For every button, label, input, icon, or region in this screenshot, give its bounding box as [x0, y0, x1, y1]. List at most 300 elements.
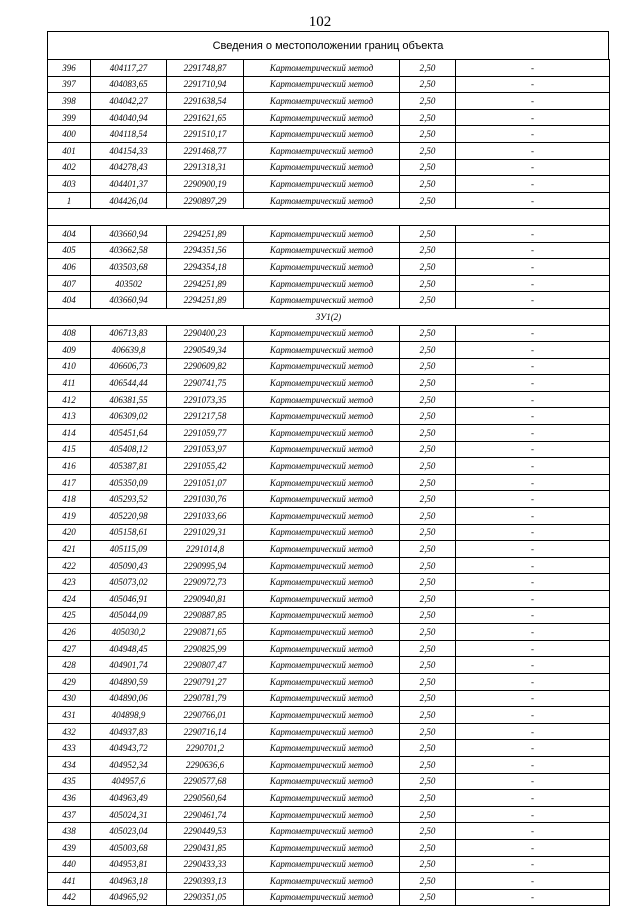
coordinate-x-cell: 405003,68: [91, 839, 167, 856]
coordinate-y-cell: 2290766,01: [167, 707, 244, 724]
coordinate-x-cell: 406639,8: [91, 342, 167, 359]
accuracy-cell: 2,50: [400, 391, 456, 408]
table-row: [48, 524, 610, 541]
point-number-cell: 436: [48, 790, 91, 807]
coordinate-x-cell: 405408,12: [91, 441, 167, 458]
method-cell: Картометрический метод: [244, 557, 400, 574]
table-row: [48, 292, 610, 309]
point-number-cell: 404: [48, 225, 91, 242]
method-cell: Картометрический метод: [244, 176, 400, 193]
point-number-cell: 421: [48, 541, 91, 558]
coordinate-y-cell: 2291621,65: [167, 109, 244, 126]
accuracy-cell: 2,50: [400, 192, 456, 209]
accuracy-cell: 2,50: [400, 292, 456, 309]
table-row: [48, 707, 610, 724]
coordinate-x-cell: 404118,54: [91, 126, 167, 143]
point-number-cell: 414: [48, 425, 91, 442]
table-row: [48, 607, 610, 624]
description-cell: -: [456, 624, 610, 641]
description-cell: -: [456, 591, 610, 608]
description-cell: -: [456, 192, 610, 209]
point-number-cell: 397: [48, 76, 91, 93]
accuracy-cell: 2,50: [400, 441, 456, 458]
coordinate-x-cell: 404401,37: [91, 176, 167, 193]
point-number-cell: 411: [48, 375, 91, 392]
accuracy-cell: 2,50: [400, 60, 456, 77]
method-cell: Картометрический метод: [244, 292, 400, 309]
method-cell: Картометрический метод: [244, 242, 400, 259]
table-row: [48, 142, 610, 159]
description-cell: -: [456, 491, 610, 508]
method-cell: Картометрический метод: [244, 839, 400, 856]
point-number-cell: 424: [48, 591, 91, 608]
coordinate-y-cell: 2291638,54: [167, 93, 244, 110]
coordinate-x-cell: 405220,98: [91, 508, 167, 525]
accuracy-cell: 2,50: [400, 823, 456, 840]
method-cell: Картометрический метод: [244, 126, 400, 143]
method-cell: Картометрический метод: [244, 60, 400, 77]
accuracy-cell: 2,50: [400, 474, 456, 491]
table-row: [48, 673, 610, 690]
method-cell: Картометрический метод: [244, 458, 400, 475]
point-number-cell: 398: [48, 93, 91, 110]
coordinate-x-cell: 405451,64: [91, 425, 167, 442]
point-number-cell: 419: [48, 508, 91, 525]
description-cell: -: [456, 657, 610, 674]
method-cell: Картометрический метод: [244, 192, 400, 209]
method-cell: Картометрический метод: [244, 873, 400, 890]
description-cell: -: [456, 889, 610, 906]
method-cell: Картометрический метод: [244, 93, 400, 110]
table-row: [48, 773, 610, 790]
accuracy-cell: 2,50: [400, 408, 456, 425]
accuracy-cell: 2,50: [400, 673, 456, 690]
coordinate-y-cell: 2291468,77: [167, 142, 244, 159]
accuracy-cell: 2,50: [400, 856, 456, 873]
description-cell: -: [456, 375, 610, 392]
accuracy-cell: 2,50: [400, 624, 456, 641]
coordinate-x-cell: 406381,55: [91, 391, 167, 408]
point-number-cell: 439: [48, 839, 91, 856]
description-cell: -: [456, 607, 610, 624]
method-cell: Картометрический метод: [244, 408, 400, 425]
method-cell: Картометрический метод: [244, 159, 400, 176]
coordinate-y-cell: 2290807,47: [167, 657, 244, 674]
point-number-cell: 417: [48, 474, 91, 491]
coordinate-x-cell: 404278,43: [91, 159, 167, 176]
coordinate-x-cell: 405030,2: [91, 624, 167, 641]
coordinate-x-cell: 404042,27: [91, 93, 167, 110]
description-cell: -: [456, 723, 610, 740]
table-row: [48, 873, 610, 890]
table-row: [48, 740, 610, 757]
coordinate-y-cell: 2291033,66: [167, 508, 244, 525]
accuracy-cell: 2,50: [400, 591, 456, 608]
accuracy-cell: 2,50: [400, 325, 456, 342]
method-cell: Картометрический метод: [244, 524, 400, 541]
coordinate-x-cell: 403660,94: [91, 225, 167, 242]
table-row: [48, 60, 610, 77]
point-number-cell: 422: [48, 557, 91, 574]
coordinate-y-cell: 2290825,99: [167, 640, 244, 657]
method-cell: Картометрический метод: [244, 889, 400, 906]
point-number-cell: 429: [48, 673, 91, 690]
accuracy-cell: 2,50: [400, 574, 456, 591]
accuracy-cell: 2,50: [400, 756, 456, 773]
table-row: [48, 375, 610, 392]
coordinate-x-cell: 405090,43: [91, 557, 167, 574]
description-cell: -: [456, 458, 610, 475]
point-number-cell: 413: [48, 408, 91, 425]
table-row: [48, 259, 610, 276]
method-cell: Картометрический метод: [244, 790, 400, 807]
accuracy-cell: 2,50: [400, 524, 456, 541]
point-number-cell: 400: [48, 126, 91, 143]
point-number-cell: 412: [48, 391, 91, 408]
method-cell: Картометрический метод: [244, 690, 400, 707]
accuracy-cell: 2,50: [400, 275, 456, 292]
coordinate-x-cell: 404154,33: [91, 142, 167, 159]
point-number-cell: 406: [48, 259, 91, 276]
coordinate-x-cell: 406713,83: [91, 325, 167, 342]
coordinate-y-cell: 2291073,35: [167, 391, 244, 408]
coordinate-y-cell: 2291051,07: [167, 474, 244, 491]
coordinate-y-cell: 2291748,87: [167, 60, 244, 77]
coordinate-x-cell: 405387,81: [91, 458, 167, 475]
table-row: [48, 109, 610, 126]
method-cell: Картометрический метод: [244, 607, 400, 624]
accuracy-cell: 2,50: [400, 723, 456, 740]
coordinate-y-cell: 2294251,89: [167, 292, 244, 309]
point-number-cell: 410: [48, 358, 91, 375]
section-separator-label: ЗУ1(2): [48, 308, 610, 325]
description-cell: -: [456, 856, 610, 873]
method-cell: Картометрический метод: [244, 657, 400, 674]
method-cell: Картометрический метод: [244, 624, 400, 641]
coordinate-y-cell: 2290972,73: [167, 574, 244, 591]
table-row: [48, 806, 610, 823]
coordinate-x-cell: 404890,06: [91, 690, 167, 707]
description-cell: -: [456, 508, 610, 525]
coordinate-y-cell: 2290431,85: [167, 839, 244, 856]
coordinate-x-cell: 404963,18: [91, 873, 167, 890]
accuracy-cell: 2,50: [400, 690, 456, 707]
point-number-cell: 407: [48, 275, 91, 292]
point-number-cell: 430: [48, 690, 91, 707]
method-cell: Картометрический метод: [244, 723, 400, 740]
coordinate-x-cell: 404953,81: [91, 856, 167, 873]
description-cell: -: [456, 159, 610, 176]
description-cell: -: [456, 93, 610, 110]
coordinate-y-cell: 2291710,94: [167, 76, 244, 93]
description-cell: -: [456, 259, 610, 276]
method-cell: Картометрический метод: [244, 756, 400, 773]
coordinate-y-cell: 2294251,89: [167, 225, 244, 242]
description-cell: -: [456, 541, 610, 558]
method-cell: Картометрический метод: [244, 541, 400, 558]
description-cell: -: [456, 740, 610, 757]
coordinate-y-cell: 2290549,34: [167, 342, 244, 359]
description-cell: -: [456, 773, 610, 790]
description-cell: -: [456, 76, 610, 93]
accuracy-cell: 2,50: [400, 342, 456, 359]
description-cell: -: [456, 806, 610, 823]
description-cell: -: [456, 292, 610, 309]
coordinate-x-cell: 403502: [91, 275, 167, 292]
table-row: [48, 657, 610, 674]
description-cell: -: [456, 176, 610, 193]
table-row: [48, 624, 610, 641]
coordinate-x-cell: 404957,6: [91, 773, 167, 790]
table-row: [48, 723, 610, 740]
coordinate-x-cell: 403503,68: [91, 259, 167, 276]
description-cell: -: [456, 574, 610, 591]
description-cell: -: [456, 325, 610, 342]
point-number-cell: 401: [48, 142, 91, 159]
coordinate-x-cell: 405023,04: [91, 823, 167, 840]
accuracy-cell: 2,50: [400, 790, 456, 807]
coordinate-y-cell: 2290716,14: [167, 723, 244, 740]
accuracy-cell: 2,50: [400, 607, 456, 624]
description-cell: -: [456, 690, 610, 707]
description-cell: -: [456, 673, 610, 690]
coordinate-y-cell: 2291217,58: [167, 408, 244, 425]
coordinate-y-cell: 2290560,64: [167, 790, 244, 807]
point-number-cell: 405: [48, 242, 91, 259]
coordinate-y-cell: 2294354,18: [167, 259, 244, 276]
accuracy-cell: 2,50: [400, 126, 456, 143]
table-row: [48, 242, 610, 259]
coordinate-x-cell: 404901,74: [91, 657, 167, 674]
accuracy-cell: 2,50: [400, 76, 456, 93]
accuracy-cell: 2,50: [400, 707, 456, 724]
accuracy-cell: 2,50: [400, 806, 456, 823]
description-cell: -: [456, 225, 610, 242]
accuracy-cell: 2,50: [400, 657, 456, 674]
point-number-cell: 415: [48, 441, 91, 458]
point-number-cell: 427: [48, 640, 91, 657]
table-row: [48, 491, 610, 508]
method-cell: Картометрический метод: [244, 358, 400, 375]
coordinate-y-cell: 2291510,17: [167, 126, 244, 143]
coordinate-x-cell: 404898,9: [91, 707, 167, 724]
point-number-cell: 434: [48, 756, 91, 773]
description-cell: -: [456, 823, 610, 840]
description-cell: -: [456, 358, 610, 375]
method-cell: Картометрический метод: [244, 76, 400, 93]
coordinate-y-cell: 2290900,19: [167, 176, 244, 193]
point-number-cell: 428: [48, 657, 91, 674]
description-cell: -: [456, 425, 610, 442]
accuracy-cell: 2,50: [400, 375, 456, 392]
point-number-cell: 404: [48, 292, 91, 309]
method-cell: Картометрический метод: [244, 425, 400, 442]
description-cell: -: [456, 640, 610, 657]
point-number-cell: 438: [48, 823, 91, 840]
coordinate-x-cell: 406606,73: [91, 358, 167, 375]
point-number-cell: 437: [48, 806, 91, 823]
point-number-cell: 435: [48, 773, 91, 790]
point-number-cell: 396: [48, 60, 91, 77]
accuracy-cell: 2,50: [400, 259, 456, 276]
coordinate-x-cell: 405046,91: [91, 591, 167, 608]
boundary-points-table: [47, 59, 610, 906]
table-row: [48, 690, 610, 707]
point-number-cell: 416: [48, 458, 91, 475]
coordinate-y-cell: 2290393,13: [167, 873, 244, 890]
table-row: [48, 474, 610, 491]
accuracy-cell: 2,50: [400, 142, 456, 159]
table-row: [48, 325, 610, 342]
coordinate-x-cell: 406309,02: [91, 408, 167, 425]
accuracy-cell: 2,50: [400, 740, 456, 757]
coordinate-x-cell: 405044,09: [91, 607, 167, 624]
description-cell: -: [456, 707, 610, 724]
method-cell: Картометрический метод: [244, 109, 400, 126]
point-number-cell: 420: [48, 524, 91, 541]
table-row: [48, 225, 610, 242]
coordinate-x-cell: 403660,94: [91, 292, 167, 309]
accuracy-cell: 2,50: [400, 557, 456, 574]
table-row: [48, 591, 610, 608]
coordinate-y-cell: 2290577,68: [167, 773, 244, 790]
method-cell: Картометрический метод: [244, 673, 400, 690]
coordinate-x-cell: 404040,94: [91, 109, 167, 126]
point-number-cell: 1: [48, 192, 91, 209]
point-number-cell: 441: [48, 873, 91, 890]
description-cell: -: [456, 275, 610, 292]
method-cell: Картометрический метод: [244, 574, 400, 591]
point-number-cell: 409: [48, 342, 91, 359]
coordinate-y-cell: 2291029,31: [167, 524, 244, 541]
coordinate-x-cell: 406544,44: [91, 375, 167, 392]
coordinate-x-cell: 404965,92: [91, 889, 167, 906]
coordinate-y-cell: 2290701,2: [167, 740, 244, 757]
table-body: [48, 60, 610, 906]
section-title: Сведения о местоположении границ объекта: [47, 31, 609, 59]
description-cell: -: [456, 126, 610, 143]
description-cell: -: [456, 142, 610, 159]
accuracy-cell: 2,50: [400, 541, 456, 558]
coordinate-y-cell: 2290887,85: [167, 607, 244, 624]
method-cell: Картометрический метод: [244, 225, 400, 242]
coordinate-x-cell: 404937,83: [91, 723, 167, 740]
method-cell: Картометрический метод: [244, 342, 400, 359]
coordinate-y-cell: 2290351,05: [167, 889, 244, 906]
section-separator-row: [48, 308, 610, 325]
coordinate-x-cell: 405024,31: [91, 806, 167, 823]
point-number-cell: 423: [48, 574, 91, 591]
point-number-cell: 442: [48, 889, 91, 906]
accuracy-cell: 2,50: [400, 640, 456, 657]
coordinate-y-cell: 2290781,79: [167, 690, 244, 707]
coordinate-x-cell: 405293,52: [91, 491, 167, 508]
coordinate-x-cell: 405350,09: [91, 474, 167, 491]
coordinate-y-cell: 2290741,75: [167, 375, 244, 392]
method-cell: Картометрический метод: [244, 640, 400, 657]
description-cell: -: [456, 242, 610, 259]
table-row: [48, 126, 610, 143]
method-cell: Картометрический метод: [244, 441, 400, 458]
table-row: [48, 408, 610, 425]
coordinate-y-cell: 2290609,82: [167, 358, 244, 375]
accuracy-cell: 2,50: [400, 773, 456, 790]
section-separator-label: [48, 209, 610, 226]
accuracy-cell: 2,50: [400, 358, 456, 375]
point-number-cell: 426: [48, 624, 91, 641]
coordinate-y-cell: 2290940,81: [167, 591, 244, 608]
coordinate-y-cell: 2290995,94: [167, 557, 244, 574]
description-cell: -: [456, 408, 610, 425]
table-row: [48, 823, 610, 840]
description-cell: -: [456, 391, 610, 408]
point-number-cell: 440: [48, 856, 91, 873]
accuracy-cell: 2,50: [400, 93, 456, 110]
table-row: [48, 557, 610, 574]
coordinate-x-cell: 404117,27: [91, 60, 167, 77]
coordinate-y-cell: 2291014,8: [167, 541, 244, 558]
point-number-cell: 403: [48, 176, 91, 193]
coordinate-y-cell: 2291030,76: [167, 491, 244, 508]
accuracy-cell: 2,50: [400, 225, 456, 242]
coordinate-y-cell: 2290871,65: [167, 624, 244, 641]
table-row: [48, 275, 610, 292]
table-row: [48, 574, 610, 591]
method-cell: Картометрический метод: [244, 474, 400, 491]
description-cell: -: [456, 839, 610, 856]
method-cell: Картометрический метод: [244, 707, 400, 724]
coordinate-x-cell: 404083,65: [91, 76, 167, 93]
table-row: [48, 159, 610, 176]
coordinate-y-cell: 2290897,29: [167, 192, 244, 209]
method-cell: Картометрический метод: [244, 856, 400, 873]
description-cell: -: [456, 756, 610, 773]
table-row: [48, 425, 610, 442]
table-row: [48, 441, 610, 458]
coordinate-y-cell: 2291055,42: [167, 458, 244, 475]
table-row: [48, 508, 610, 525]
table-row: [48, 790, 610, 807]
table-row: [48, 342, 610, 359]
coordinate-y-cell: 2290449,53: [167, 823, 244, 840]
coordinate-x-cell: 405073,02: [91, 574, 167, 591]
table-row: [48, 640, 610, 657]
coordinate-y-cell: 2291053,97: [167, 441, 244, 458]
coordinate-y-cell: 2294351,56: [167, 242, 244, 259]
coordinate-x-cell: 404943,72: [91, 740, 167, 757]
accuracy-cell: 2,50: [400, 242, 456, 259]
point-number-cell: 418: [48, 491, 91, 508]
coordinate-x-cell: 405158,61: [91, 524, 167, 541]
table-row: [48, 756, 610, 773]
description-cell: -: [456, 109, 610, 126]
coordinate-x-cell: 404426,04: [91, 192, 167, 209]
point-number-cell: 432: [48, 723, 91, 740]
coordinate-x-cell: 405115,09: [91, 541, 167, 558]
coordinate-x-cell: 404948,45: [91, 640, 167, 657]
coordinate-y-cell: 2290791,27: [167, 673, 244, 690]
table-row: [48, 93, 610, 110]
coordinate-y-cell: 2290433,33: [167, 856, 244, 873]
accuracy-cell: 2,50: [400, 458, 456, 475]
method-cell: Картометрический метод: [244, 508, 400, 525]
accuracy-cell: 2,50: [400, 839, 456, 856]
description-cell: -: [456, 60, 610, 77]
accuracy-cell: 2,50: [400, 159, 456, 176]
table-row: [48, 541, 610, 558]
table-row: [48, 458, 610, 475]
point-number-cell: 402: [48, 159, 91, 176]
